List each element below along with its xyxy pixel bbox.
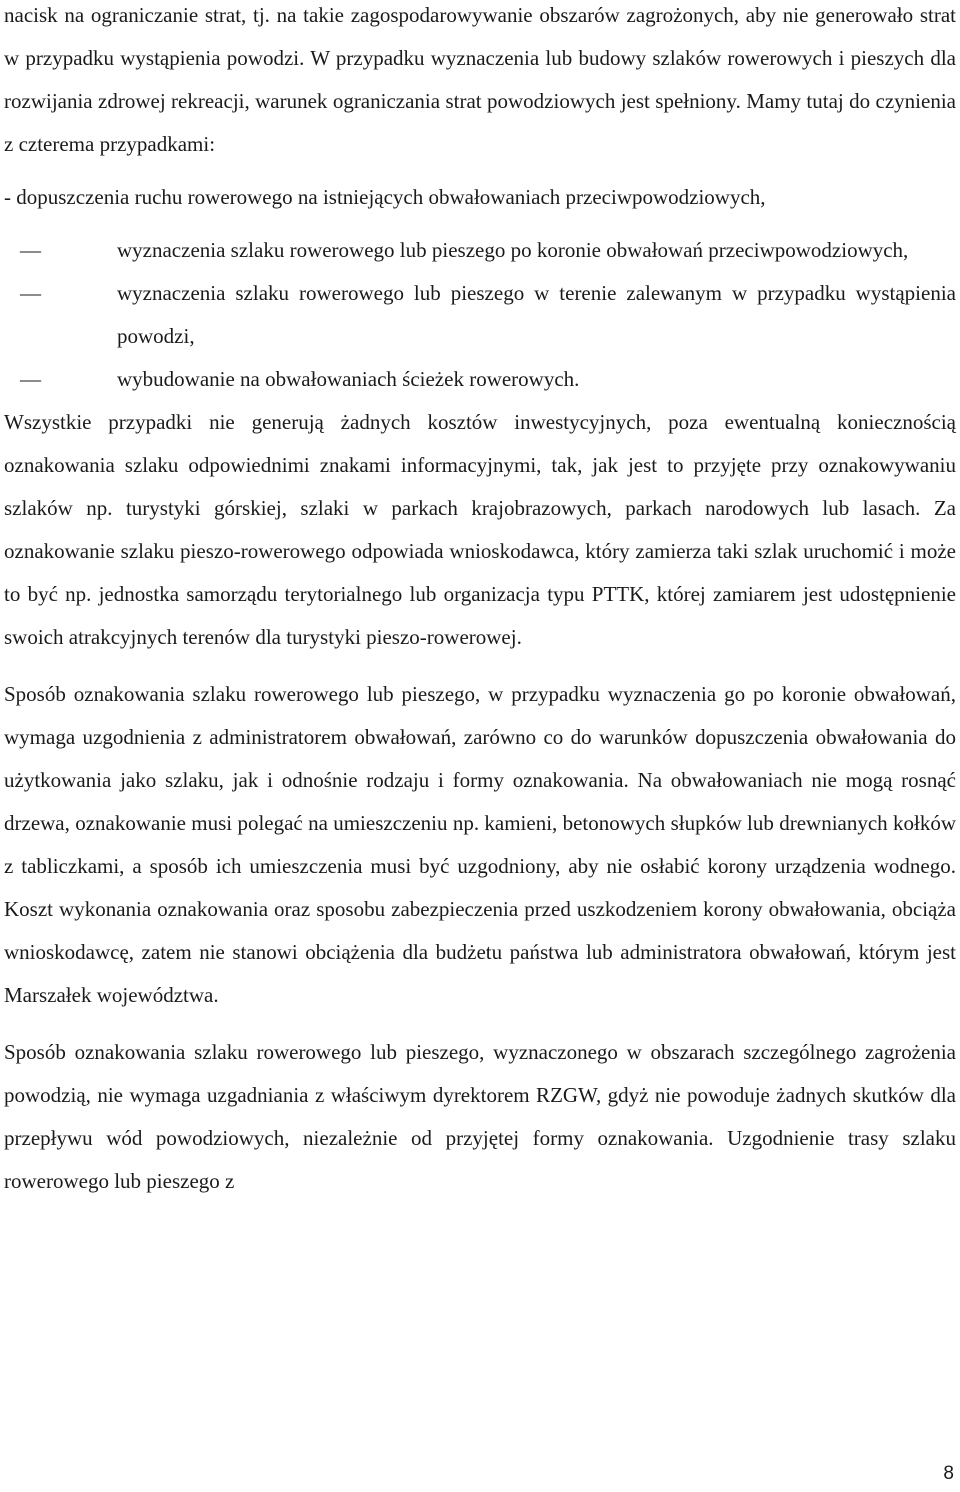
intro-paragraph: nacisk na ograniczanie strat, tj. na takie zagospodarowywanie obszarów zagrożonych, aby nie generowało strat w przypadku wystąpienia powodzi. W przypadku wyznaczenia lub budowy szlaków rowerowych i pieszych dla rozwijania zdrowej rekreacji, warunek ograniczania strat powodziowych jest spełniony. Mamy tutaj do czynienia z czterema przypadkami: [4,3,956,156]
dash-list-item-text: wyznaczenia szlaku rowerowego lub pieszego po koronie obwałowań przeciwpowodziowych, [117,238,909,262]
dash-list-item [4,358,956,401]
page-number: 8 [943,1463,954,1484]
dash-list-item [4,229,956,272]
dash-list-item-text: wybudowanie na obwałowaniach ścieżek rowerowych. [117,367,580,391]
body-paragraph-flood-zones: Sposób oznakowania szlaku rowerowego lub pieszego, wyznaczonego w obszarach szczególnego zagrożenia powodzią, nie wymaga uzgadniania z właściwym dyrektorem RZGW, gdyż nie powoduje żadnych skutków dla przepływu wód powodziowych, niezależnie od przyjętej formy oznakowania. Uzgodnienie trasy szlaku rowerowego lub pieszego z [4,1040,956,1193]
dash-bullet-icon: — [20,238,41,262]
case-list-item-1: - dopuszczenia ruchu rowerowego na istniejących obwałowaniach przeciwpowodziowych, [4,185,766,209]
document-page [4,0,956,1203]
dash-list [4,229,956,401]
dash-bullet-icon: — [20,281,41,305]
body-paragraph-costs: Wszystkie przypadki nie generują żadnych kosztów inwestycyjnych, poza ewentualną koniecznością oznakowania szlaku odpowiednimi znakami informacyjnymi, tak, jak jest to przyjęte przy oznakowywaniu szlaków np. turystyki górskiej, szlaki w parkach krajobrazowych, parkach narodowych lub lasach. Za oznakowanie szlaku pieszo-rowerowego odpowiada wnioskodawca, który zamierza taki szlak uruchomić i może to być np. jednostka samorządu terytorialnego lub organizacja typu PTTK, której zamiarem jest udostępnienie swoich atrakcyjnych terenów dla turystyki pieszo-rowerowej. [4,410,956,649]
dash-list-item-text: wyznaczenia szlaku rowerowego lub pieszego w terenie zalewanym w przypadku wystąpienia powodzi, [117,281,956,348]
dash-list-item [4,272,956,358]
dash-bullet-icon: — [20,367,41,391]
body-paragraph-marking-on-embankments: Sposób oznakowania szlaku rowerowego lub pieszego, w przypadku wyznaczenia go po koronie obwałowań, wymaga uzgodnienia z administratorem obwałowań, zarówno co do warunków dopuszczenia obwałowania do użytkowania jako szlaku, jak i odnośnie rodzaju i formy oznakowania. Na obwałowaniach nie mogą rosnąć drzewa, oznakowanie musi polegać na umieszczeniu np. kamieni, betonowych słupków lub drewnianych kołków z tabliczkami, a sposób ich umieszczenia musi być uzgodniony, aby nie osłabić korony urządzenia wodnego. Koszt wykonania oznakowania oraz sposobu zabezpieczenia przed uszkodzeniem korony obwałowania, obciąża wnioskodawcę, zatem nie stanowi obciążenia dla budżetu państwa lub administratora obwałowań, którym jest Marszałek województwa. [4,682,956,1007]
